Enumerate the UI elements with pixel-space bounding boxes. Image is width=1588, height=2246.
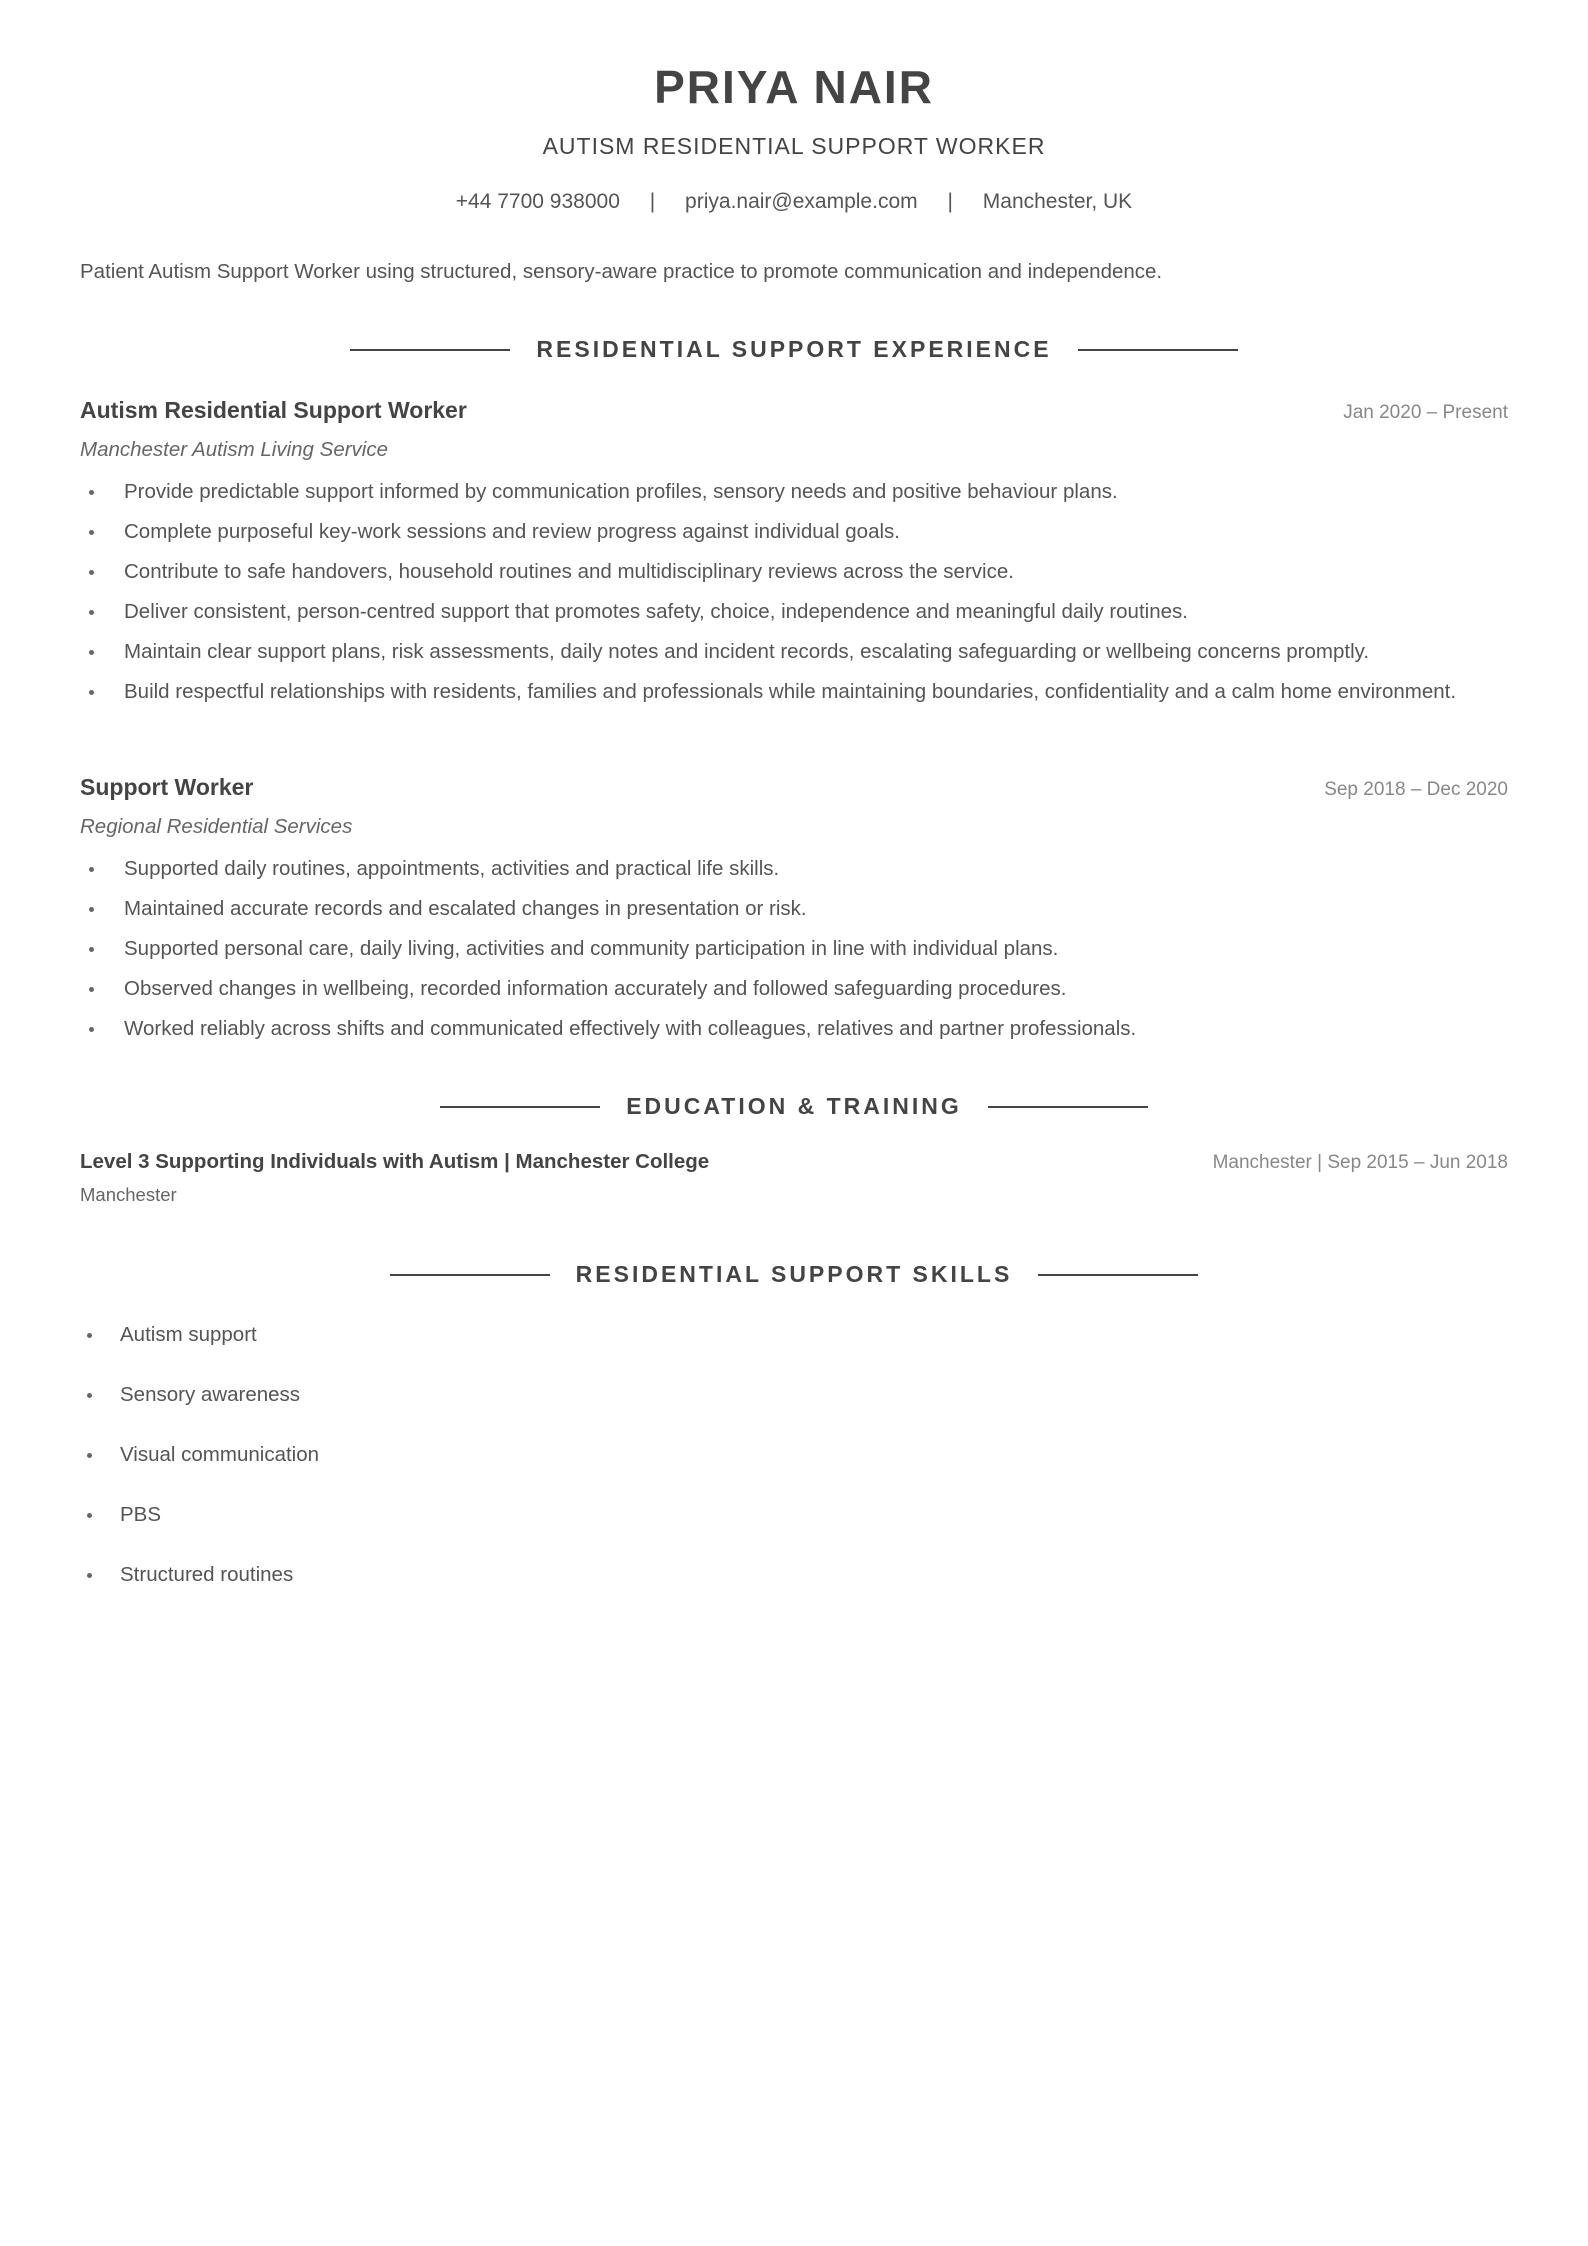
section-heading-label: RESIDENTIAL SUPPORT EXPERIENCE	[536, 336, 1052, 362]
list-item: Maintained accurate records and escalated changes in presentation or risk.	[124, 893, 1508, 925]
skill-item: Sensory awareness	[120, 1380, 319, 1410]
job-dates: Jan 2020 – Present	[1343, 402, 1508, 423]
skill-item: Visual communication	[120, 1440, 319, 1470]
job-entry	[80, 397, 1508, 716]
job-bullets	[80, 853, 1508, 1045]
list-item: Contribute to safe handovers, household routines and multidisciplinary reviews across the service.	[124, 556, 1508, 588]
list-item: Provide predictable support informed by communication profiles, sensory needs and positive behaviour plans.	[124, 476, 1508, 508]
section-heading-skills	[0, 1261, 1588, 1288]
job-title: Autism Residential Support Worker	[80, 397, 467, 423]
job-organisation: Regional Residential Services	[80, 815, 353, 838]
education-title: Level 3 Supporting Individuals with Autism | Manchester College	[80, 1150, 710, 1173]
job-dates: Sep 2018 – Dec 2020	[1324, 779, 1508, 800]
skill-item: Structured routines	[120, 1560, 319, 1590]
list-item: Observed changes in wellbeing, recorded information accurately and followed safeguarding procedures.	[124, 973, 1508, 1005]
skill-item: PBS	[120, 1500, 319, 1530]
job-entry	[80, 774, 1508, 1053]
list-item: Complete purposeful key-work sessions and review progress against individual goals.	[124, 516, 1508, 548]
candidate-name: PRIYA NAIR	[654, 61, 934, 113]
job-title: Support Worker	[80, 774, 254, 800]
job-organisation: Manchester Autism Living Service	[80, 438, 389, 461]
contact-location: Manchester, UK	[982, 190, 1133, 213]
section-heading-label: EDUCATION & TRAINING	[626, 1093, 962, 1119]
heading-rule	[1078, 349, 1238, 351]
heading-rule	[988, 1106, 1148, 1108]
contact-email: priya.nair@example.com	[685, 190, 918, 213]
list-item: Supported personal care, daily living, activities and community participation in line with individual plans.	[124, 933, 1508, 965]
heading-rule	[1038, 1274, 1198, 1276]
heading-rule	[350, 349, 510, 351]
list-item: Build respectful relationships with residents, families and professionals while maintaining boundaries, confidentiality and a calm home environment.	[124, 676, 1508, 708]
list-item: Worked reliably across shifts and communicated effectively with colleagues, relatives and partner professionals.	[124, 1013, 1508, 1045]
heading-rule	[390, 1274, 550, 1276]
contact-separator: |	[947, 190, 953, 213]
profile-summary: Patient Autism Support Worker using structured, sensory-aware practice to promote communication and independence.	[80, 260, 1163, 283]
education-location: Manchester	[80, 1184, 177, 1205]
heading-rule	[440, 1106, 600, 1108]
section-heading-experience	[0, 336, 1588, 363]
section-heading-education	[0, 1093, 1588, 1120]
section-heading-label: RESIDENTIAL SUPPORT SKILLS	[575, 1261, 1013, 1287]
job-header	[80, 397, 1508, 424]
skill-item: Autism support	[120, 1320, 319, 1350]
contact-line	[0, 190, 1588, 214]
list-item: Maintain clear support plans, risk assessments, daily notes and incident records, escalating safeguarding or wellbeing concerns promptly.	[124, 636, 1508, 668]
list-item: Deliver consistent, person-centred support that promotes safety, choice, independence and meaningful daily routines.	[124, 596, 1508, 628]
education-entry	[80, 1150, 1508, 1206]
education-meta: Manchester | Sep 2015 – Jun 2018	[1212, 1152, 1508, 1173]
education-header	[80, 1150, 1508, 1174]
candidate-role: AUTISM RESIDENTIAL SUPPORT WORKER	[542, 133, 1046, 159]
contact-phone: +44 7700 938000	[455, 190, 620, 213]
job-bullets	[80, 476, 1508, 708]
skills-list	[80, 1320, 319, 1620]
list-item: Supported daily routines, appointments, activities and practical life skills.	[124, 853, 1508, 885]
contact-separator: |	[649, 190, 656, 213]
job-header	[80, 774, 1508, 801]
